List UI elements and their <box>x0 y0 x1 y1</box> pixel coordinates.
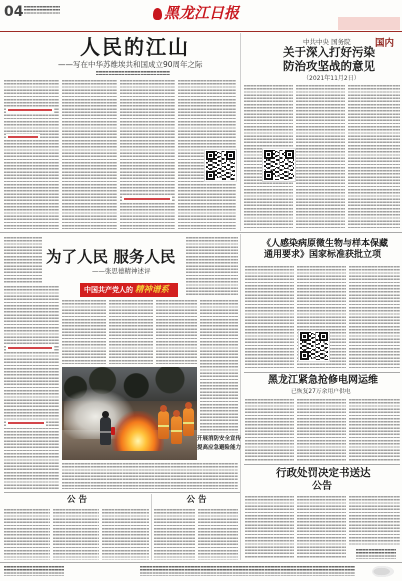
subheading-marker <box>122 196 172 202</box>
body-text <box>109 300 153 364</box>
main-article-byline <box>96 71 170 75</box>
body-text <box>297 399 346 461</box>
body-text <box>102 509 149 560</box>
body-text <box>349 266 400 370</box>
photo-firefighter <box>158 411 169 439</box>
body-text <box>296 85 345 229</box>
footer-text <box>140 566 355 576</box>
main-article-title: 人民的江山 <box>80 35 190 59</box>
qr-finder-mark <box>319 332 328 341</box>
body-text <box>245 496 294 559</box>
body-text <box>349 399 400 461</box>
footer-text <box>4 566 64 576</box>
power-article-subtitle: 已恢复27万余用户供电 <box>291 389 351 395</box>
section-rule <box>244 372 400 373</box>
series-banner-part1: 中国共产党人的 <box>84 285 133 294</box>
body-text <box>4 286 59 489</box>
header-dateline <box>24 6 60 15</box>
subheading-marker <box>6 134 40 140</box>
qr-finder-mark <box>264 171 273 180</box>
newspaper-emblem-icon <box>153 8 162 20</box>
body-text <box>245 399 294 461</box>
subheading-marker <box>6 107 54 113</box>
subheading-marker <box>6 345 54 351</box>
qr-finder-mark <box>264 150 273 159</box>
photo-caption-line1: 开展消防安全宣传 <box>197 436 242 442</box>
subheading-marker <box>6 420 46 426</box>
notice-signature <box>356 549 396 559</box>
section-label: 国内 <box>374 38 394 49</box>
photo-caption-line2: 提高应急避险能力 <box>197 445 242 451</box>
section-rule <box>4 492 240 493</box>
body-text <box>53 509 99 560</box>
body-text <box>4 80 59 229</box>
tibet-article-subtitle: ——张思德精神述评 <box>92 267 151 275</box>
qr-code <box>205 150 236 181</box>
header-rule <box>0 31 402 32</box>
fire-drill-photo <box>62 367 197 460</box>
body-text <box>156 300 197 364</box>
page-number: 04 <box>4 4 24 20</box>
qr-finder-mark <box>206 151 215 160</box>
column-divider <box>151 494 152 560</box>
qr-finder-mark <box>285 150 294 159</box>
tibet-article-title: 为了人民 服务人民 <box>46 247 176 266</box>
qr-finder-mark <box>226 151 235 160</box>
policy-title-line1: 关于深入打好污染 <box>283 45 375 59</box>
qr-finder-mark <box>300 332 309 341</box>
body-text <box>62 300 106 364</box>
body-text <box>198 509 238 560</box>
photo-firefighter <box>171 416 182 444</box>
body-text <box>348 85 400 229</box>
body-text <box>120 80 175 229</box>
body-text <box>200 300 238 433</box>
photo-flame <box>112 411 164 451</box>
column-divider <box>240 234 241 560</box>
standard-title-line1: 《人感染病原微生物与样本保藏 <box>262 239 389 249</box>
body-text <box>186 237 238 295</box>
standard-title-line2: 通用要求》国家标准获批立项 <box>264 250 382 260</box>
admin-penalty-title-line1: 行政处罚决定书送达 <box>276 467 371 479</box>
body-text <box>349 496 400 546</box>
photo-extinguisher <box>111 427 115 435</box>
policy-title-line2: 防治攻坚战的意见 <box>283 59 375 73</box>
body-text <box>4 509 50 560</box>
body-text <box>154 509 195 560</box>
body-text <box>62 80 117 229</box>
policy-kicker: 中共中央 国务院 <box>303 38 351 46</box>
body-text <box>245 266 294 370</box>
section-rule <box>244 464 400 465</box>
body-text <box>297 496 346 559</box>
section-tab <box>338 17 400 49</box>
policy-date: （2021年11月2日） <box>303 75 360 82</box>
column-divider <box>240 33 241 231</box>
admin-penalty-title-line2: 公告 <box>312 481 332 492</box>
body-text <box>62 463 238 489</box>
series-banner-part2: 精神谱系 <box>135 284 170 295</box>
series-banner <box>80 283 178 297</box>
photo-firefighter <box>183 408 194 436</box>
qr-code <box>263 149 295 181</box>
qr-code <box>299 331 329 361</box>
body-text <box>4 237 42 283</box>
qr-finder-mark <box>300 351 309 360</box>
notice-left-title: 公 告 <box>67 495 87 505</box>
power-article-title: 黑龙江紧急抢修电网运维 <box>268 375 378 386</box>
section-rule <box>0 232 402 233</box>
qr-finder-mark <box>206 171 215 180</box>
notice-middle-title: 公 告 <box>186 495 207 505</box>
newspaper-logo: 黑龙江日报 <box>164 4 240 22</box>
photo-person <box>100 417 111 445</box>
footer-rule <box>0 562 402 563</box>
watermark-logo-icon <box>372 565 396 578</box>
main-article-subtitle: ——写在中华苏维埃共和国成立90周年之际 <box>58 60 203 69</box>
